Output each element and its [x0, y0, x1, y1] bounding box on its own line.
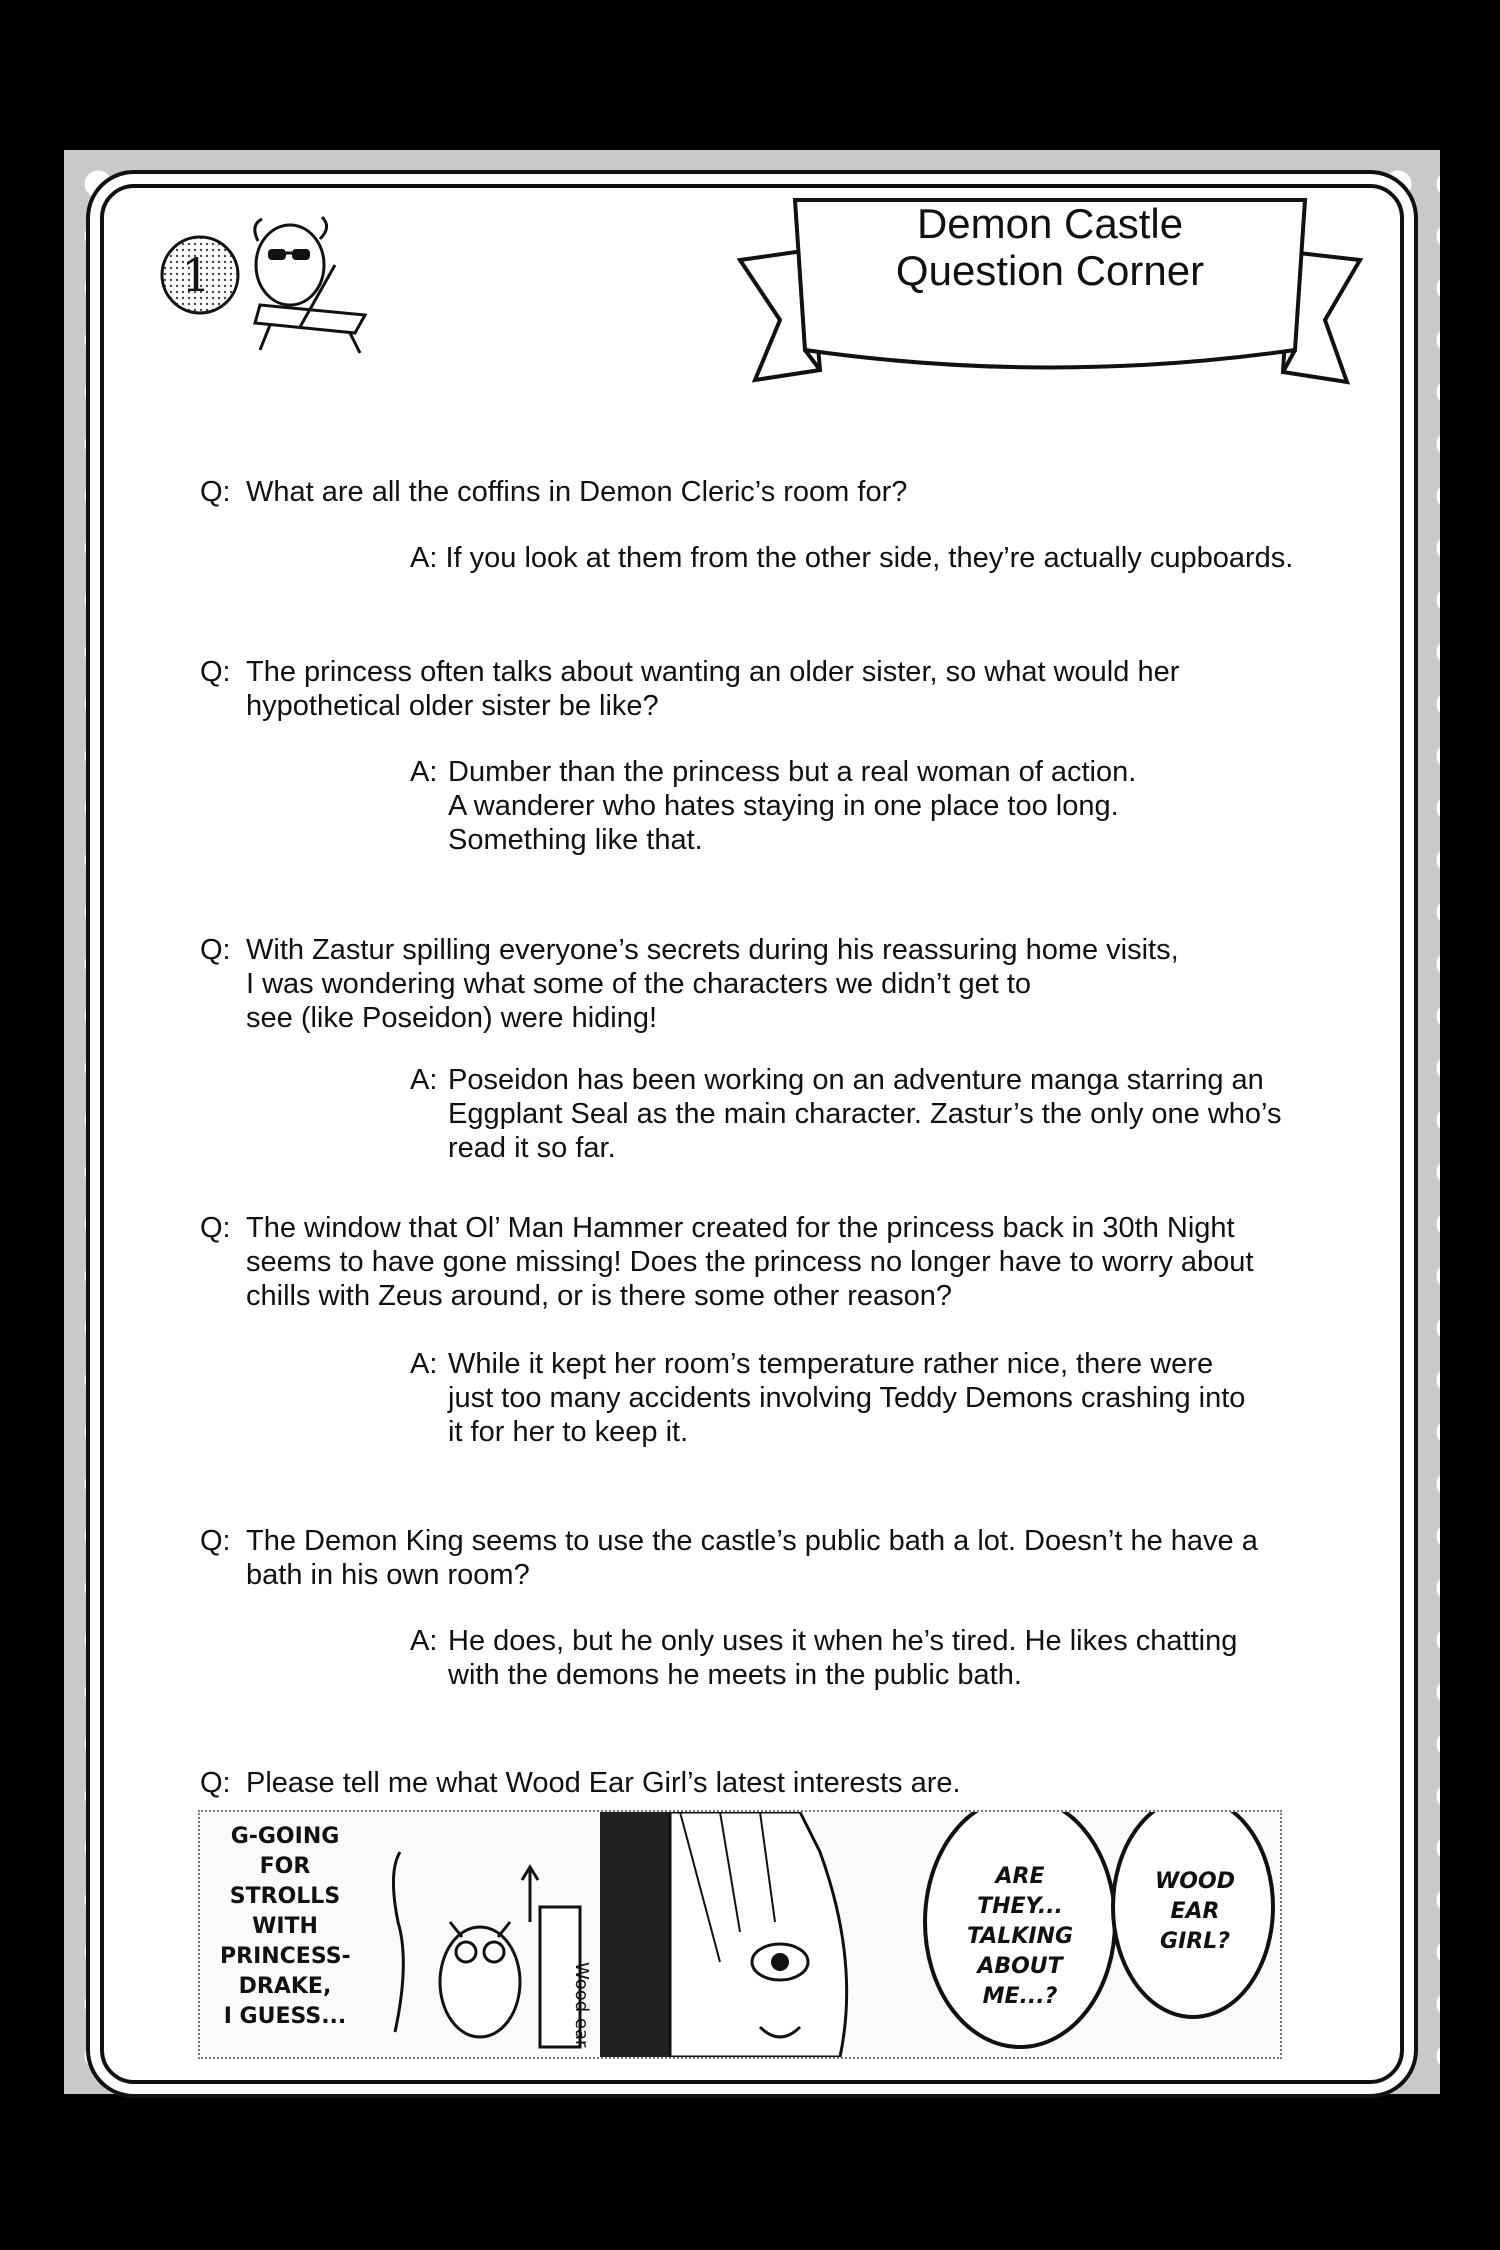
question-text: seems to have gone missing! Does the princess no longer have to worry about: [246, 1246, 1254, 1278]
a-prefix: A:: [410, 542, 438, 574]
q-prefix: Q:: [200, 934, 231, 966]
question-3: [200, 933, 1240, 1035]
bubble-line: TALKING: [966, 1924, 1074, 1949]
a-prefix: A:: [410, 756, 438, 788]
girl-character: [670, 1812, 847, 2057]
bubble-line: THEY...: [977, 1894, 1063, 1919]
answer-5: [410, 1624, 1290, 1692]
bubble-1-text: [960, 1862, 1080, 2012]
comic-panel: [198, 1810, 1282, 2059]
volume-number: 1: [181, 248, 211, 302]
owl-character: [440, 1927, 520, 2037]
question-1: [200, 475, 1240, 509]
bubble-line: ARE: [995, 1864, 1045, 1889]
a-prefix: A:: [410, 1625, 438, 1657]
question-text: chills with Zeus around, or is there some other reason?: [246, 1280, 953, 1312]
answer-1: [410, 541, 1294, 575]
answer-2: [410, 755, 1290, 857]
answer-text: Something like that.: [448, 824, 703, 856]
caption-line: G-GOING: [230, 1824, 340, 1849]
answer-text: If you look at them from the other side, they’re actually cupboards.: [445, 542, 1294, 574]
question-text: With Zastur spilling everyone’s secrets during his reassuring home visits,: [246, 934, 1179, 966]
caption-line: I GUESS...: [223, 2004, 347, 2029]
bubble-line: EAR: [1170, 1899, 1220, 1924]
question-text: see (like Poseidon) were hiding!: [246, 1002, 658, 1034]
q-prefix: Q:: [200, 656, 231, 688]
question-text: The window that Ol’ Man Hammer created for the princess back in 30th Night: [246, 1212, 1235, 1244]
q-prefix: Q:: [200, 476, 231, 508]
a-prefix: A:: [410, 1348, 438, 1380]
bubble-line: GIRL?: [1160, 1929, 1230, 1954]
page-title: [810, 200, 1290, 294]
answer-text: Eggplant Seal as the main character. Zastur’s the only one who’s: [448, 1098, 1282, 1130]
answer-text: just too many accidents involving Teddy Demons crashing into: [448, 1382, 1246, 1414]
answer-text: read it so far.: [448, 1132, 616, 1164]
question-text: I was wondering what some of the characters we didn’t get to: [246, 968, 1032, 1000]
question-6: [200, 1766, 1240, 1800]
title-line: Demon Castle: [916, 200, 1184, 247]
q-prefix: Q:: [200, 1212, 231, 1244]
a-prefix: A:: [410, 1064, 438, 1096]
q-prefix: Q:: [200, 1525, 231, 1557]
answer-text: Poseidon has been working on an adventure manga starring an: [448, 1064, 1264, 1096]
bubble-2-text: [1140, 1867, 1250, 1957]
question-text: hypothetical older sister be like?: [246, 690, 659, 722]
title-line: Question Corner: [895, 247, 1205, 294]
answer-text: with the demons he meets in the public bath.: [448, 1659, 1022, 1691]
question-text: The princess often talks about wanting an older sister, so what would her: [246, 656, 1180, 688]
mascot-illustration: [150, 205, 380, 355]
question-5: [200, 1524, 1258, 1592]
sign-label: Wood ear: [571, 1962, 592, 2048]
caption-line: FOR: [259, 1854, 311, 1879]
question-text: What are all the coffins in Demon Cleric’s room for?: [246, 476, 908, 508]
caption-line: WITH: [252, 1914, 318, 1939]
bubble-line: ME...?: [982, 1984, 1058, 2009]
answer-3: [410, 1063, 1290, 1165]
bubble-line: ABOUT: [977, 1954, 1063, 1979]
answer-text: A wanderer who hates staying in one place too long.: [448, 790, 1119, 822]
answer-4: [410, 1347, 1290, 1449]
answer-text: He does, but he only uses it when he’s tired. He likes chatting: [448, 1625, 1238, 1657]
answer-text: it for her to keep it.: [448, 1416, 689, 1448]
q-prefix: Q:: [200, 1767, 231, 1799]
bubble-line: WOOD: [1155, 1869, 1235, 1894]
question-text: The Demon King seems to use the castle’s public bath a lot. Doesn’t he have a: [246, 1525, 1258, 1557]
question-2: [200, 655, 1240, 723]
answer-text: While it kept her room’s temperature rather nice, there were: [448, 1348, 1214, 1380]
caption-line: STROLLS: [229, 1884, 341, 1909]
comic-left-text: [220, 1822, 350, 2032]
answer-text: Dumber than the princess but a real woman of action.: [448, 756, 1137, 788]
caption-line: PRINCESS-: [220, 1944, 351, 1969]
question-4: [200, 1211, 1254, 1313]
question-text: bath in his own room?: [246, 1559, 530, 1591]
caption-line: DRAKE,: [238, 1974, 332, 1999]
question-text: Please tell me what Wood Ear Girl’s latest interests are.: [246, 1767, 961, 1799]
comic-artwork: [200, 1812, 1280, 2057]
